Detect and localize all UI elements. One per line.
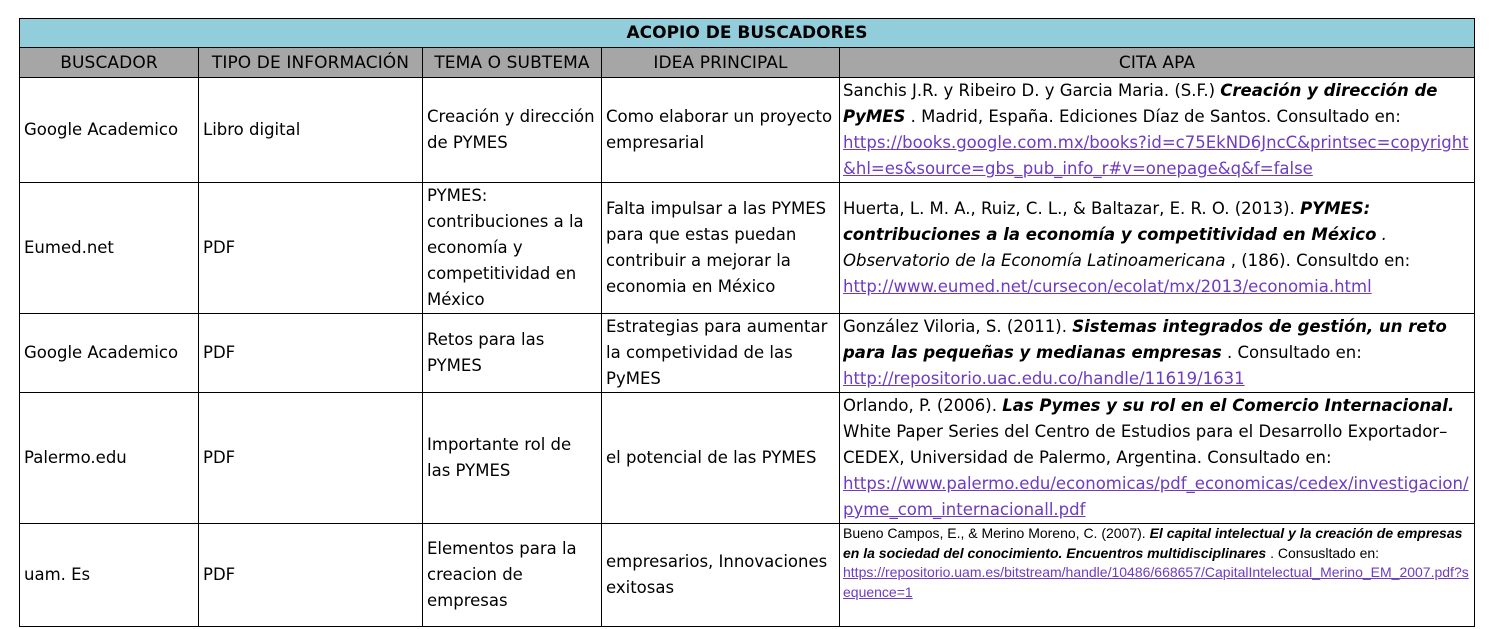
table-row: [20, 78, 1475, 183]
cita-details: . Consultado en:: [1221, 343, 1362, 362]
cita-title: PYMES: contribuciones a la economía y competitividad en México: [843, 199, 1377, 244]
table-row: [20, 524, 1475, 627]
cita-title: El capital intelectual y la creación de empresas en la sociedad del conocimiento. Encuentros multidisciplinares: [843, 525, 1463, 561]
cell-tema: Creación y dirección de PYMES: [423, 78, 602, 183]
cell-buscador: Eumed.net: [20, 183, 199, 314]
cita-authors: Bueno Campos, E., & Merino Moreno, C. (2007).: [843, 525, 1150, 541]
header-tema-subtema: TEMA O SUBTEMA: [423, 48, 602, 78]
cita-details: . Madrid, España. Ediciones Díaz de Santos. Consultado en:: [905, 107, 1401, 126]
cita-details: White Paper Series del Centro de Estudios para el Desarrollo Exportador–CEDEX, Universidad de Palermo, Argentina. Consultado en:: [843, 422, 1448, 467]
cell-buscador: Google Academico: [20, 78, 199, 183]
cita-title: Las Pymes y su rol en el Comercio Internacional.: [1002, 396, 1455, 415]
header-idea-principal: IDEA PRINCIPAL: [602, 48, 840, 78]
table-title: ACOPIO DE BUSCADORES: [20, 19, 1475, 48]
header-cita-apa: CITA APA: [840, 48, 1475, 78]
cell-tipo: Libro digital: [199, 78, 423, 183]
cell-cita: [840, 314, 1475, 393]
cell-buscador: uam. Es: [20, 524, 199, 627]
cita-authors: González Viloria, S. (2011).: [843, 317, 1073, 336]
cita-title: Creación y dirección de PyMES: [843, 81, 1438, 126]
cita-authors: Orlando, P. (2006).: [843, 396, 1003, 415]
cita-journal: . Observatorio de la Economía Latinoamericana: [843, 225, 1387, 270]
cell-buscador: Google Academico: [20, 314, 199, 393]
cell-tipo: PDF: [199, 183, 423, 314]
cita-link[interactable]: http://www.eumed.net/cursecon/ecolat/mx/2013/economia.html: [843, 277, 1372, 296]
cell-idea: Como elaborar un proyecto empresarial: [602, 78, 840, 183]
cita-title: Sistemas integrados de gestión, un reto para las pequeñas y medianas empresas: [843, 317, 1447, 362]
cita-authors: Sanchis J.R. y Ribeiro D. y Garcia Maria. (S.F.): [843, 81, 1221, 100]
cell-cita: [840, 393, 1475, 524]
cell-tema: Importante rol de las PYMES: [423, 393, 602, 524]
search-engine-table: [19, 18, 1475, 627]
cita-details: , (186). Consultdo en:: [1225, 251, 1411, 270]
cell-cita: [840, 78, 1475, 183]
table-row: [20, 393, 1475, 524]
cell-tipo: PDF: [199, 393, 423, 524]
cita-link[interactable]: https://www.palermo.edu/economicas/pdf_economicas/cedex/investigacion/pyme_com_internacionall.pdf: [843, 474, 1469, 519]
table-row: [20, 314, 1475, 393]
cell-tipo: PDF: [199, 314, 423, 393]
cita-details: . Consusltado en:: [1266, 544, 1380, 561]
cell-cita: [840, 524, 1475, 627]
cell-tema: PYMES: contribuciones a la economía y competitividad en México: [423, 183, 602, 314]
cita-link[interactable]: http://repositorio.uac.edu.co/handle/11619/1631: [843, 369, 1245, 388]
table-row: [20, 183, 1475, 314]
cita-link[interactable]: https://books.google.com.mx/books?id=c75EkND6JncC&printsec=copyright&hl=es&source=gbs_pub_info_r#v=onepage&q&f=false: [843, 133, 1469, 178]
spreadsheet: [19, 18, 1474, 627]
cita-link[interactable]: https://repositorio.uam.es/bitstream/handle/10486/668657/CapitalIntelectual_Merino_EM_2007.pdf?sequence=1: [843, 564, 1469, 600]
cell-tema: Elementos para la creacion de empresas: [423, 524, 602, 627]
cell-idea: Estrategias para aumentar la competividad de las PyMES: [602, 314, 840, 393]
cell-idea: empresarios, Innovaciones exitosas: [602, 524, 840, 627]
cell-idea: Falta impulsar a las PYMES para que estas puedan contribuir a mejorar la economia en México: [602, 183, 840, 314]
header-buscador: BUSCADOR: [20, 48, 199, 78]
cell-tema: Retos para las PYMES: [423, 314, 602, 393]
cell-idea: el potencial de las PYMES: [602, 393, 840, 524]
header-tipo-informacion: TIPO DE INFORMACIÓN: [199, 48, 423, 78]
cell-cita: [840, 183, 1475, 314]
cell-tipo: PDF: [199, 524, 423, 627]
cita-authors: Huerta, L. M. A., Ruiz, C. L., & Baltazar, E. R. O. (2013).: [843, 199, 1301, 218]
cell-buscador: Palermo.edu: [20, 393, 199, 524]
